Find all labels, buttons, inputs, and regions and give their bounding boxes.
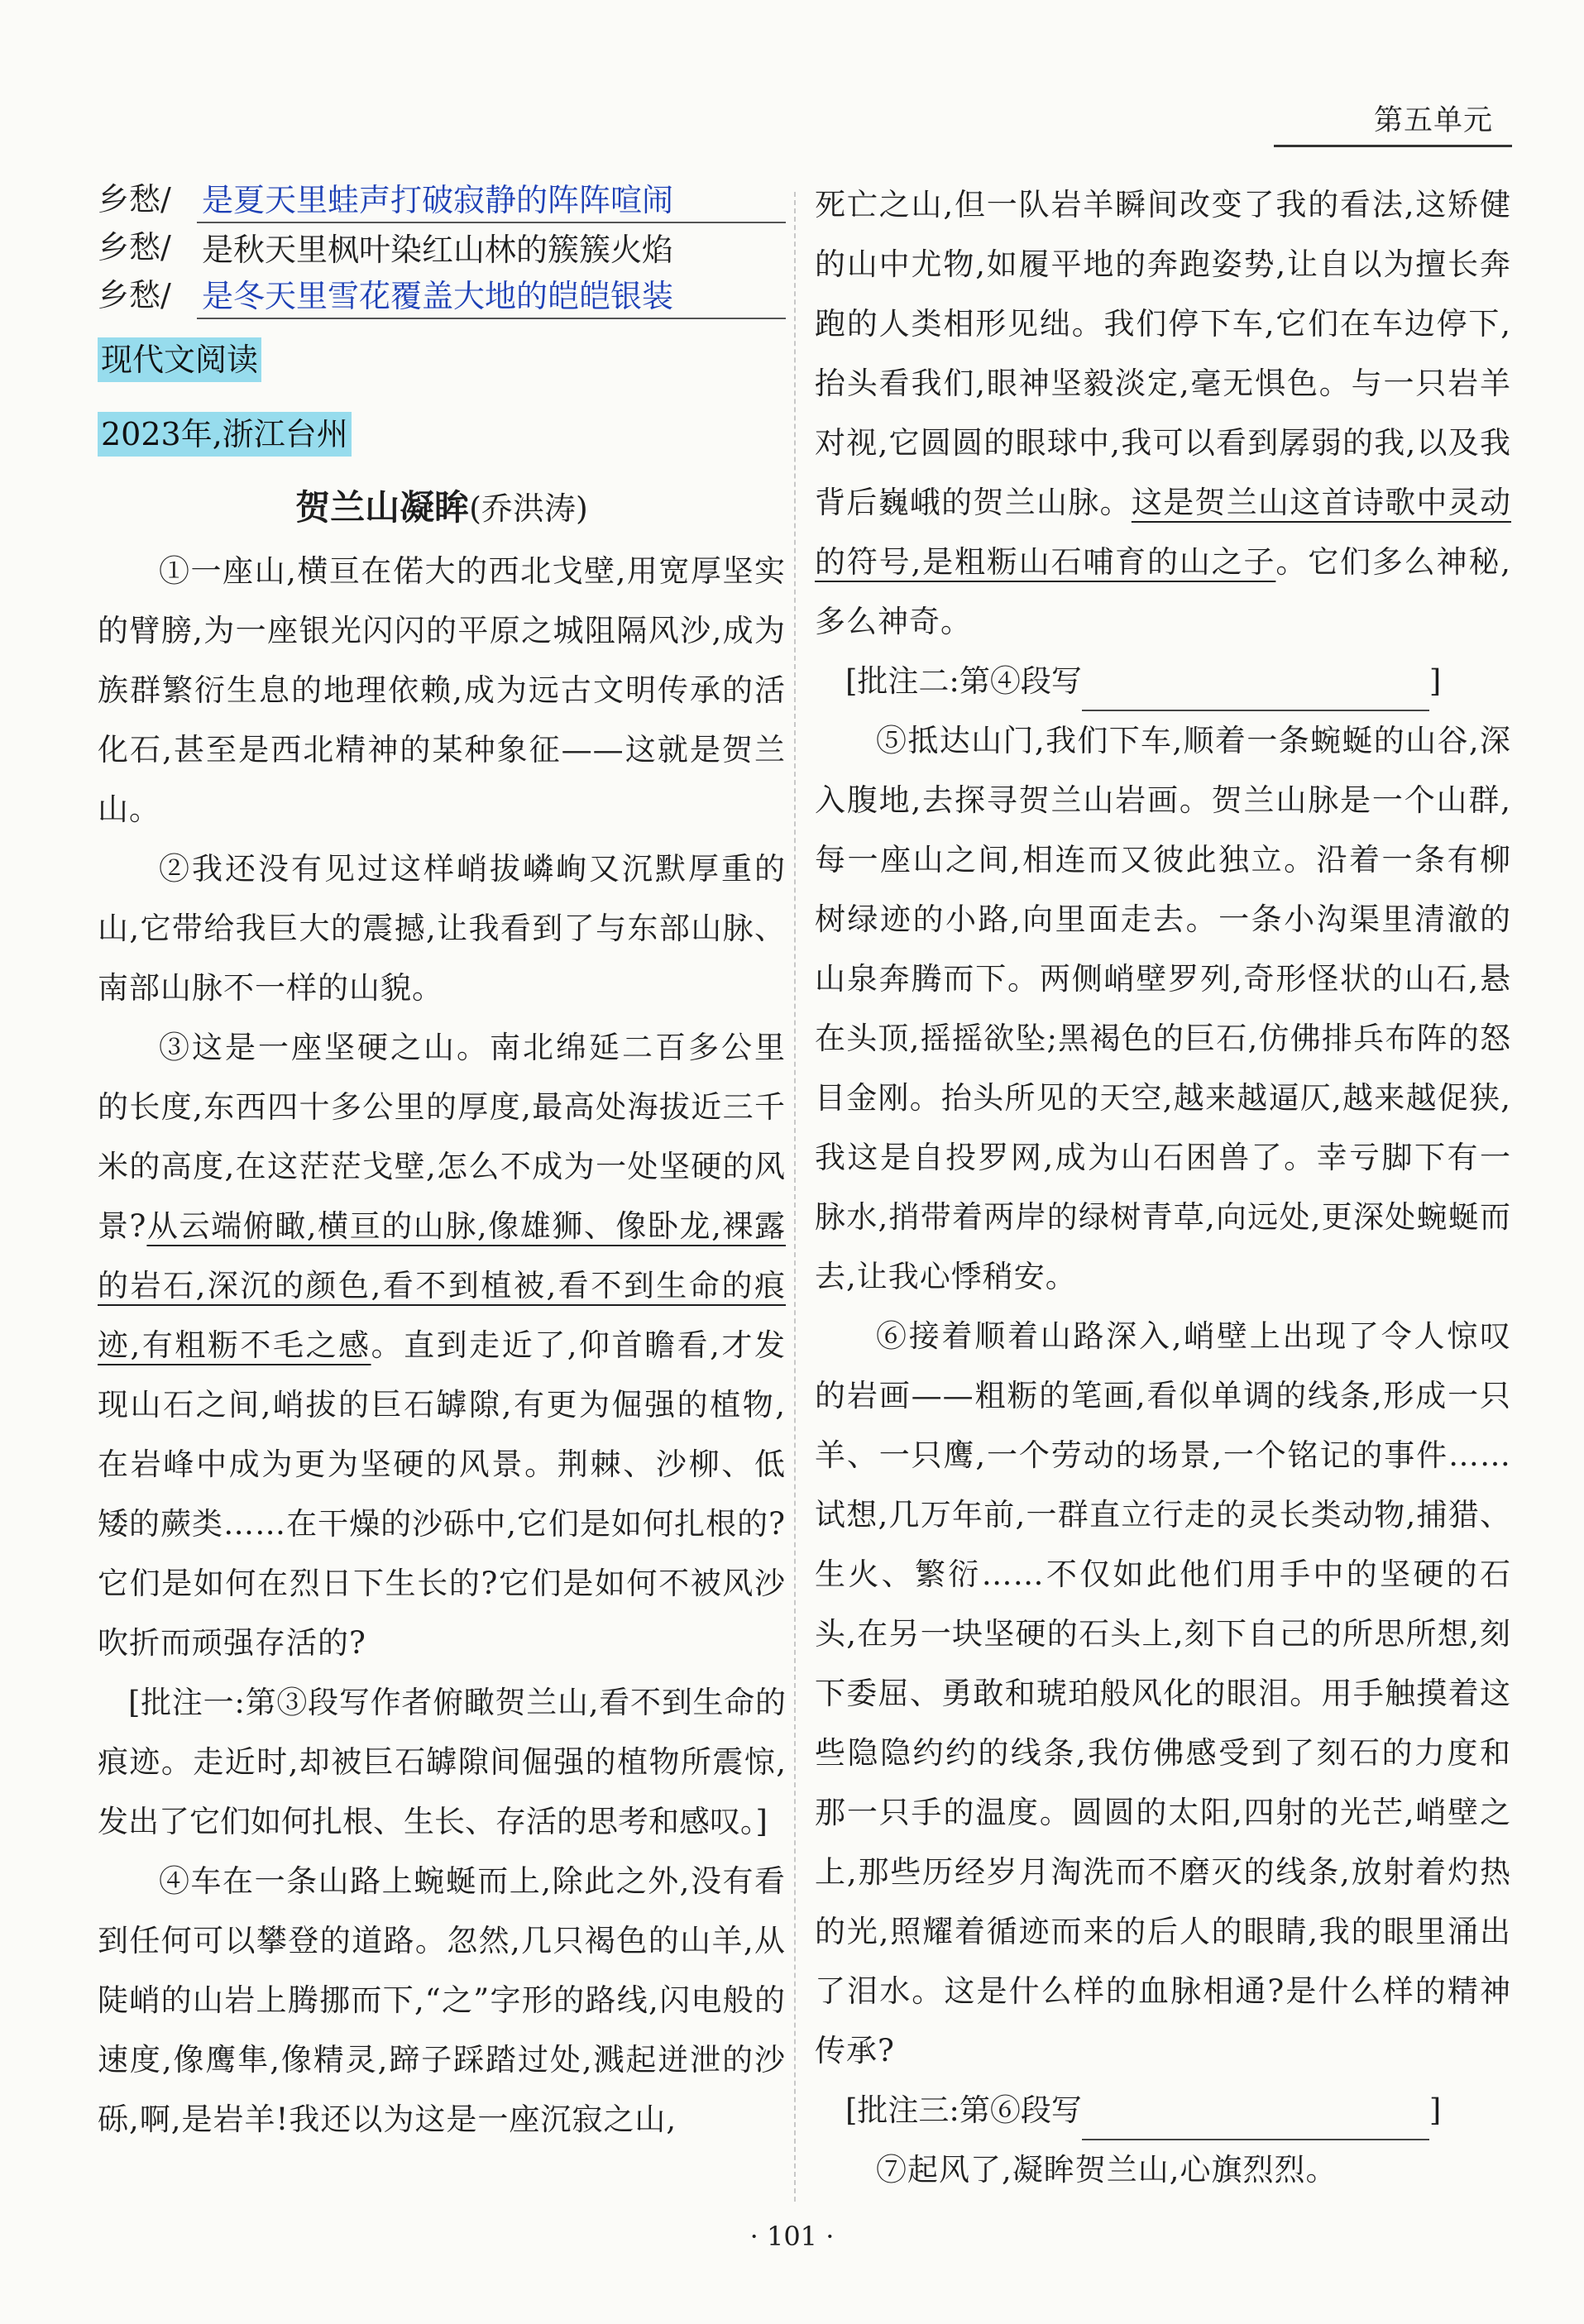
paragraph-4-cont-start: 死亡之山,但一队岩羊瞬间改变了我的看法,这矫健的山中尤物,如履平地的奔跑姿势,让自以为擅长奔跑的人类相形见绌。我们停下车,它们在车边停下,抬头看我们,眼神坚毅淡定,毫无惧色。与一只岩羊对视,它圆圆的眼球中,我可以看到孱弱的我,以及我背后巍峨的贺兰山脉。 xyxy=(815,187,1511,520)
title-text: 贺兰山凝眸 xyxy=(295,487,470,528)
poem-line xyxy=(98,271,786,319)
underlined-sentence: 这是贺兰山这首诗歌中灵动的符号,是粗粝山石哺育的山之子 xyxy=(815,485,1512,580)
paragraph-7: ⑦起风了,凝眸贺兰山,心旗烈烈。 xyxy=(876,2152,1338,2188)
paragraph-6: ⑥接着顺着山路深入,峭壁上出现了令人惊叹的岩画——粗粝的笔画,看似单调的线条,形成一只羊、一只鹰,一个劳动的场景,一个铭记的事件……试想,几万年前,一群直立行走的灵长类动物,捕猎、生火、繁衍……不仅如此他们用手中的坚硬的石头,在另一块坚硬的石头上,刻下自己的所思所想,刻下委屈、勇敢和琥珀般风化的眼泪。用手触摸着这些隐隐约约的线条,我仿佛感受到了刻石的力度和那一只手的温度。圆圆的太阳,四射的光芒,峭壁之上,那些历经岁月淘洗而不磨灭的线条,放射着灼热的光,照耀着循迹而来的后人的眼睛,我的眼里涌出了泪水。这是什么样的血脉相通?是什么样的精神传承? xyxy=(815,1318,1511,2068)
poem-answer-field[interactable]: 是夏天里蛙声打破寂静的阵阵喧闹 xyxy=(197,179,786,223)
annotation-3-prefix: [批注三:第⑥段写 xyxy=(845,2092,1082,2128)
poem-prefix: 乡愁/ xyxy=(98,229,171,265)
unit-header: 第五单元 xyxy=(1373,104,1493,137)
paragraph-5: ⑤抵达山门,我们下车,顺着一条蜿蜒的山谷,深入腹地,去探寻贺兰山岩画。贺兰山脉是一个山群,每一座山之间,相连而又彼此独立。沿着一条有柳树绿迹的小路,向里面走去。一条小沟渠里清澈的山泉奔腾而下。两侧峭壁罗列,奇形怪状的山石,悬在头顶,摇摇欲坠;黑褐色的巨石,仿佛排兵布阵的怒目金刚。抬头所见的天空,越来越逼仄,越来越促狭,我这是自投罗网,成为山石困兽了。幸亏脚下有一脉水,捎带着两岸的绿树青草,向远处,更深处蜿蜒而去,让我心悸稍安。 xyxy=(815,723,1511,1294)
column-divider xyxy=(794,192,797,2202)
paragraph-3 xyxy=(98,1018,786,1673)
annotation-2-suffix: ] xyxy=(1428,663,1442,699)
paragraph-1: ①一座山,横亘在偌大的西北戈壁,用宽厚坚实的臂膀,为一座银光闪闪的平原之城阻隔风沙,成为族群繁衍生息的地理依赖,成为远古文明传承的活化石,甚至是西北精神的某种象征——这就是贺兰山。 xyxy=(98,553,786,827)
annotation-3-suffix: ] xyxy=(1428,2092,1442,2128)
annotation-1: [批注一:第③段写作者俯瞰贺兰山,看不到生命的痕迹。走近时,却被巨石罅隙间倔强的植物所震惊,发出了它们如何扎根、生长、存活的思考和感叹。] xyxy=(98,1685,786,1839)
annotation-3-blank[interactable] xyxy=(1082,2099,1429,2140)
left-column xyxy=(98,175,786,2149)
author: (乔洪涛) xyxy=(469,490,588,527)
poem-line xyxy=(98,175,786,223)
poem-prefix: 乡愁/ xyxy=(98,181,171,218)
paragraph-4-continued xyxy=(815,175,1511,652)
annotation-2 xyxy=(815,652,1511,711)
annotation-2-prefix: [批注二:第④段写 xyxy=(845,663,1082,699)
paragraph-3-end: 。直到走近了,仰首瞻看,才发现山石之间,峭拔的巨石罅隙,有更为倔强的植物,在岩峰中成为更为坚硬的风景。荆棘、沙柳、低矮的蕨类……在干燥的沙砾中,它们是如何扎根的?它们是如何在烈日下生长的?它们是如何不被风沙吹折而顽强存活的? xyxy=(98,1327,786,1661)
source-label: 2023年,浙江台州 xyxy=(98,412,352,457)
paragraph-2: ②我还没有见过这样峭拔嶙峋又沉默厚重的山,它带给我巨大的震撼,让我看到了与东部山脉、南部山脉不一样的山貌。 xyxy=(98,851,786,1006)
annotation-2-blank[interactable] xyxy=(1082,670,1429,711)
article-title xyxy=(98,481,786,535)
right-column xyxy=(815,175,1511,2200)
poem-block xyxy=(98,175,786,319)
poem-line xyxy=(98,223,786,271)
paragraph-4-cont-end: 。它们多么神秘,多么神奇。 xyxy=(815,544,1511,639)
underlined-sentence: 从云端俯瞰,横亘的山脉,像雄狮、像卧龙,裸露的岩石,深沉的颜色,看不到植被,看不到生命的痕迹,有粗粝不毛之感 xyxy=(98,1208,786,1363)
poem-prefix: 乡愁/ xyxy=(98,277,171,313)
header-rule xyxy=(1274,145,1512,147)
page-number: · 101 · xyxy=(749,2221,835,2252)
poem-text: 是秋天里枫叶染红山林的簇簇火焰 xyxy=(202,232,674,268)
paragraph-3-start: ③这是一座坚硬之山。南北绵延二百多公里的长度,东西四十多公里的厚度,最高处海拔近三千米的高度,在这茫茫戈壁,怎么不成为一处坚硬的风景? xyxy=(98,1030,786,1244)
poem-answer-field[interactable]: 是冬天里雪花覆盖大地的皑皑银装 xyxy=(197,275,786,319)
paragraph-4: ④车在一条山路上蜿蜒而上,除此之外,没有看到任何可以攀登的道路。忽然,几只褐色的山羊,从陡峭的山岩上腾挪而下,“之”字形的路线,闪电般的速度,像鹰隼,像精灵,蹄子踩踏过处,溅起迸泄的沙砾,啊,是岩羊!我还以为这是一座沉寂之山, xyxy=(98,1863,786,2137)
section-label: 现代文阅读 xyxy=(98,337,261,382)
annotation-3 xyxy=(815,2081,1511,2140)
